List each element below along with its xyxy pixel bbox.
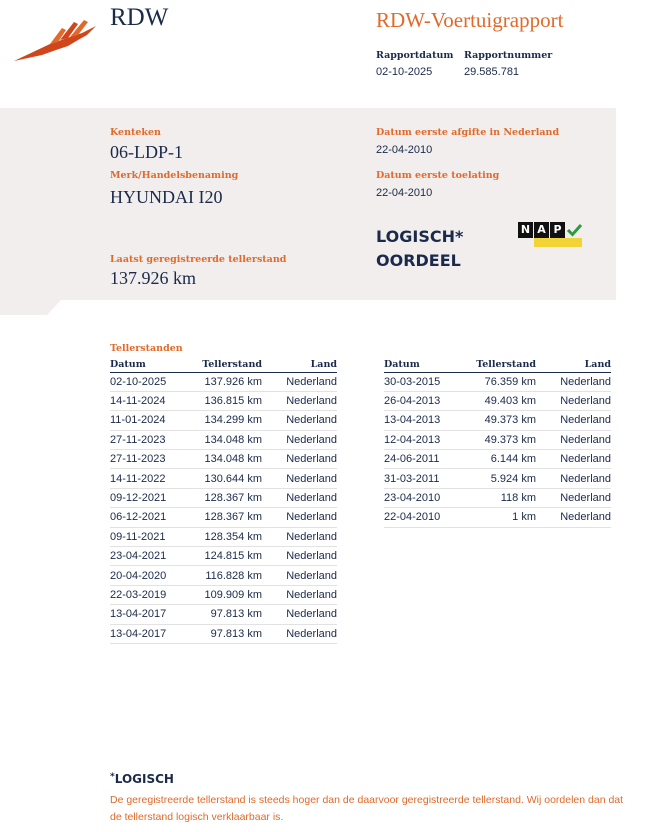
cell-reading: 116.828 km	[194, 566, 262, 585]
first-registration-nl-date: 22-04-2010	[376, 144, 433, 156]
readings-table-right	[384, 358, 611, 528]
col-header-reading: Tellerstand	[194, 358, 262, 372]
col-header-reading: Tellerstand	[468, 358, 536, 372]
nap-letter-p: P	[550, 222, 565, 238]
footnote-title-text: LOGISCH	[114, 772, 174, 786]
cell-reading: 97.813 km	[194, 605, 262, 624]
cell-reading: 5.924 km	[468, 469, 536, 488]
cell-date: 22-03-2019	[110, 585, 194, 604]
cell-reading: 97.813 km	[194, 624, 262, 643]
cell-date: 13-04-2013	[384, 411, 468, 430]
cell-country: Nederland	[262, 411, 337, 430]
report-date-label: Rapportdatum	[376, 50, 454, 61]
cell-date: 13-04-2017	[110, 605, 194, 624]
cell-country: Nederland	[536, 430, 611, 449]
nap-underline	[534, 238, 582, 247]
footnote-star: *	[110, 772, 115, 782]
cell-date: 31-03-2011	[384, 469, 468, 488]
cell-reading: 128.367 km	[194, 508, 262, 527]
cell-country: Nederland	[262, 566, 337, 585]
rdw-logo	[12, 18, 98, 64]
table-row	[110, 585, 337, 604]
cell-date: 30-03-2015	[384, 372, 468, 391]
col-header-country: Land	[536, 358, 611, 372]
footnote-text: De geregistreerde tellerstand is steeds hoger dan de daarvoor geregistreerde tellerstand. Wij oordelen dan dat de tellerstand logisch verklaarbaar is.	[110, 794, 624, 823]
report-title: RDW-Voertuigrapport	[376, 8, 564, 32]
cell-date: 14-11-2024	[110, 391, 194, 410]
cell-reading: 136.815 km	[194, 391, 262, 410]
make-model: HYUNDAI I20	[110, 187, 223, 207]
cell-date: 02-10-2025	[110, 372, 194, 391]
nap-logo	[518, 222, 583, 238]
cell-reading: 49.403 km	[468, 391, 536, 410]
first-registration-nl-label: Datum eerste afgifte in Nederland	[376, 127, 560, 138]
cell-country: Nederland	[536, 469, 611, 488]
cell-date: 22-04-2010	[384, 508, 468, 527]
first-admission-label: Datum eerste toelating	[376, 170, 500, 181]
cell-reading: 1 km	[468, 508, 536, 527]
cell-country: Nederland	[536, 411, 611, 430]
table-row	[110, 624, 337, 643]
col-header-date: Datum	[384, 358, 468, 372]
table-header-row	[384, 358, 611, 372]
table-row	[110, 547, 337, 566]
cell-date: 23-04-2010	[384, 488, 468, 507]
plate-number: 06-LDP-1	[110, 142, 183, 162]
plate-label: Kenteken	[110, 127, 161, 138]
table-row	[384, 372, 611, 391]
cell-date: 09-12-2021	[110, 488, 194, 507]
cell-country: Nederland	[262, 469, 337, 488]
cell-country: Nederland	[262, 372, 337, 391]
cell-country: Nederland	[536, 508, 611, 527]
cell-reading: 128.367 km	[194, 488, 262, 507]
table-row	[110, 605, 337, 624]
table-row	[110, 411, 337, 430]
cell-reading: 130.644 km	[194, 469, 262, 488]
table-row	[110, 508, 337, 527]
table-row	[110, 469, 337, 488]
table-row	[384, 411, 611, 430]
report-date-block	[376, 50, 453, 78]
cell-reading: 134.299 km	[194, 411, 262, 430]
readings-section-title: Tellerstanden	[110, 343, 183, 354]
cell-reading: 134.048 km	[194, 430, 262, 449]
table-row	[110, 566, 337, 585]
cell-reading: 49.373 km	[468, 430, 536, 449]
verdict	[376, 225, 463, 273]
table-row	[110, 430, 337, 449]
cell-date: 27-11-2023	[110, 450, 194, 469]
table-row	[384, 469, 611, 488]
table-row	[384, 508, 611, 527]
brand-name: RDW	[110, 4, 169, 31]
cell-date: 14-11-2022	[110, 469, 194, 488]
table-header-row	[110, 358, 337, 372]
cell-date: 13-04-2017	[110, 624, 194, 643]
panel-tail	[0, 299, 62, 315]
odometer-value: 137.926 km	[110, 268, 197, 288]
table-row	[110, 450, 337, 469]
report-date: 02-10-2025	[376, 66, 433, 78]
verdict-line-2: OORDEEL	[376, 251, 461, 270]
cell-country: Nederland	[262, 508, 337, 527]
make-label: Merk/Handelsbenaming	[110, 170, 239, 181]
cell-country: Nederland	[262, 624, 337, 643]
table-row	[384, 430, 611, 449]
cell-country: Nederland	[262, 605, 337, 624]
table-row	[384, 488, 611, 507]
cell-reading: 76.359 km	[468, 372, 536, 391]
cell-date: 24-06-2011	[384, 450, 468, 469]
cell-reading: 109.909 km	[194, 585, 262, 604]
table-row	[110, 527, 337, 546]
cell-reading: 128.354 km	[194, 527, 262, 546]
cell-reading: 6.144 km	[468, 450, 536, 469]
cell-country: Nederland	[536, 391, 611, 410]
cell-country: Nederland	[262, 585, 337, 604]
col-header-date: Datum	[110, 358, 194, 372]
cell-date: 06-12-2021	[110, 508, 194, 527]
table-row	[110, 372, 337, 391]
cell-country: Nederland	[536, 372, 611, 391]
table-row	[110, 391, 337, 410]
cell-country: Nederland	[262, 450, 337, 469]
cell-date: 09-11-2021	[110, 527, 194, 546]
cell-country: Nederland	[262, 547, 337, 566]
cell-date: 23-04-2021	[110, 547, 194, 566]
cell-reading: 134.048 km	[194, 450, 262, 469]
readings-table-left	[110, 358, 337, 644]
report-number: 29.585.781	[464, 66, 520, 78]
report-number-label: Rapportnummer	[464, 50, 553, 61]
cell-date: 12-04-2013	[384, 430, 468, 449]
cell-reading: 124.815 km	[194, 547, 262, 566]
footnote-title	[110, 772, 174, 786]
cell-country: Nederland	[262, 488, 337, 507]
nap-letter-a: A	[534, 222, 549, 238]
cell-country: Nederland	[536, 450, 611, 469]
cell-date: 11-01-2024	[110, 411, 194, 430]
cell-reading: 49.373 km	[468, 411, 536, 430]
cell-date: 27-11-2023	[110, 430, 194, 449]
cell-country: Nederland	[262, 391, 337, 410]
cell-country: Nederland	[536, 488, 611, 507]
cell-date: 20-04-2020	[110, 566, 194, 585]
cell-date: 26-04-2013	[384, 391, 468, 410]
table-row	[384, 450, 611, 469]
first-admission-date: 22-04-2010	[376, 187, 433, 199]
table-row	[110, 488, 337, 507]
cell-reading: 118 km	[468, 488, 536, 507]
checkmark-icon	[566, 222, 583, 238]
cell-country: Nederland	[262, 527, 337, 546]
nap-letter-n: N	[518, 222, 533, 238]
cell-country: Nederland	[262, 430, 337, 449]
col-header-country: Land	[262, 358, 337, 372]
report-number-block	[464, 50, 552, 78]
table-row	[384, 391, 611, 410]
verdict-line-1: LOGISCH*	[376, 227, 464, 246]
odometer-label: Laatst geregistreerde tellerstand	[110, 254, 287, 265]
cell-reading: 137.926 km	[194, 372, 262, 391]
